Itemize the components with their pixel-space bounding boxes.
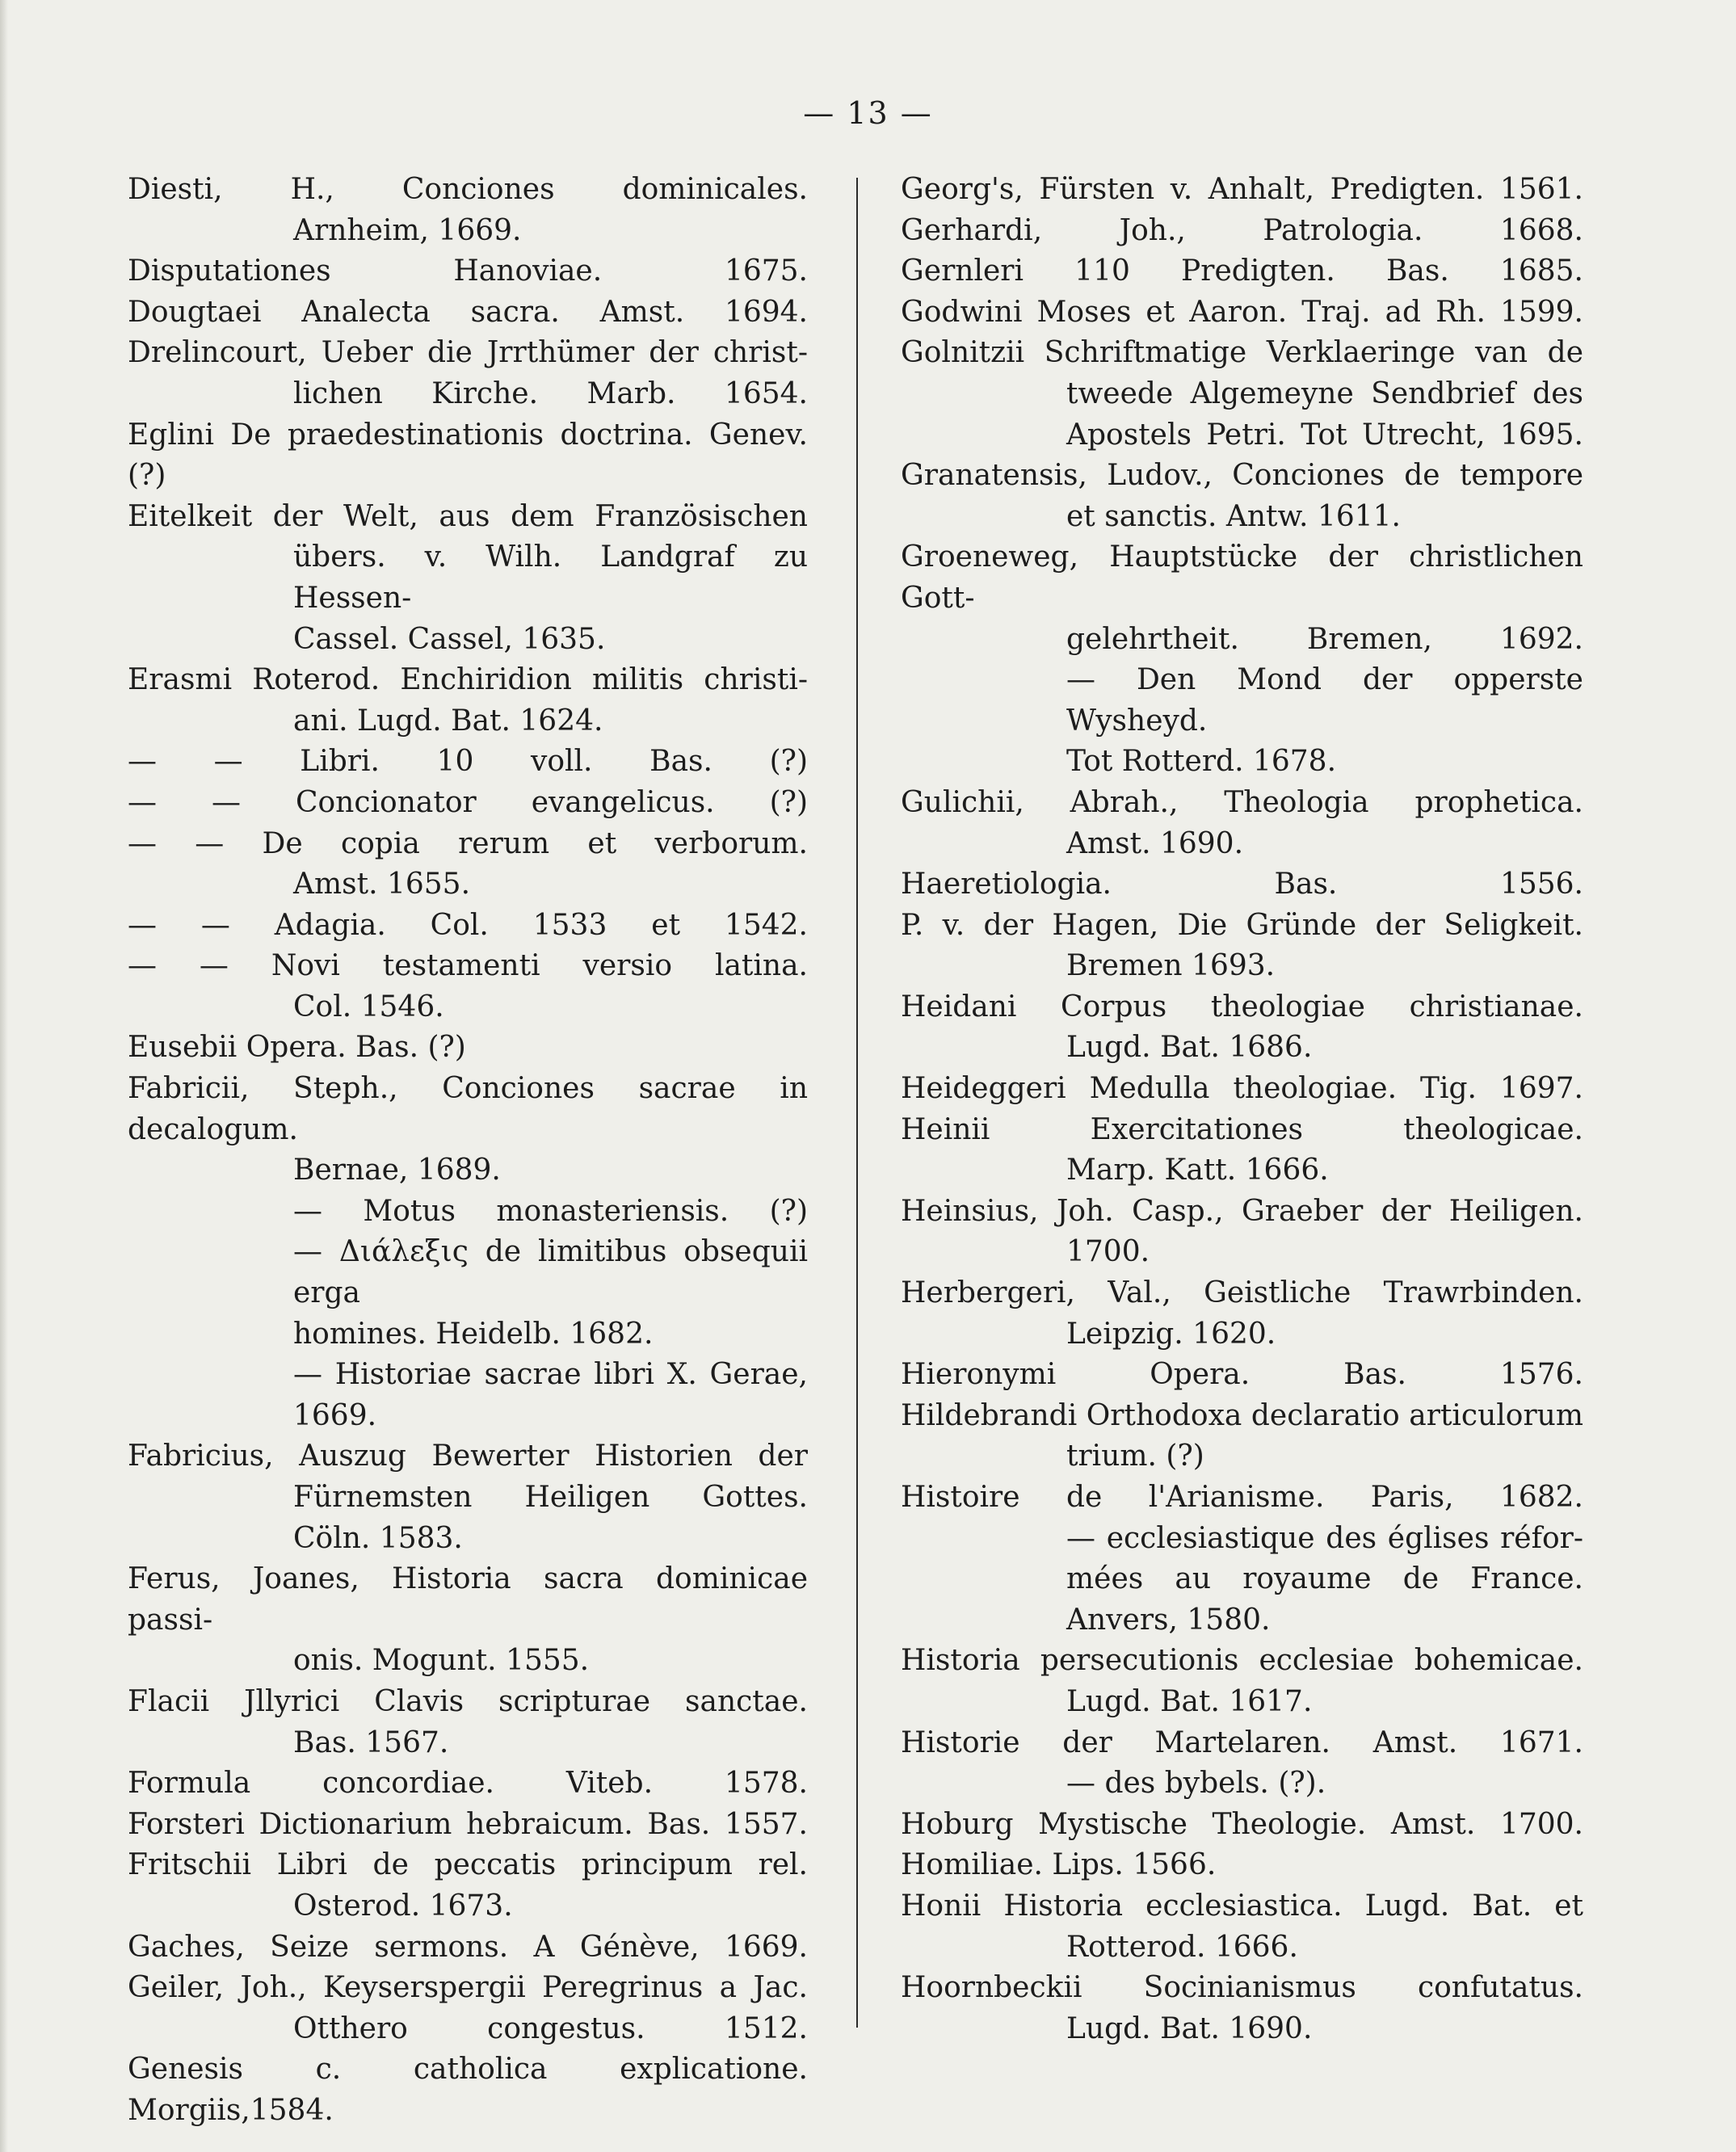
catalog-entry: Eitelkeit der Welt, aus dem Französischen [128, 499, 808, 533]
entry-continuation: Anvers, 1580. [1066, 1603, 1271, 1637]
catalog-entry: Hildebrandi Orthodoxa declaratio articulorum [901, 1398, 1583, 1432]
entry-continuation: et sanctis. Antw. 1611. [1066, 499, 1401, 533]
catalog-entry: Gerhardi, Joh., Patrologia. 1668. [901, 213, 1583, 247]
entry-continuation: ani. Lugd. Bat. 1624. [293, 704, 603, 738]
catalog-entry: — Den Mond der opperste Wysheyd. [1066, 663, 1583, 738]
entry-continuation: Cassel. Cassel, 1635. [293, 622, 606, 656]
entry-continuation: gelehrtheit. Bremen, 1692. [1066, 622, 1583, 656]
catalog-entry: — — Concionator evangelicus. (?) [128, 785, 808, 819]
entry-continuation: Rotterod. 1666. [1066, 1930, 1298, 1964]
entry-continuation: Bernae, 1689. [293, 1154, 501, 1187]
entry-continuation: Osterod. 1673. [293, 1889, 513, 1923]
catalog-entry: Disputationes Hanoviae. 1675. [128, 254, 808, 288]
catalog-entry: Georg's, Fürsten v. Anhalt, Predigten. 1561. [901, 173, 1583, 206]
catalog-entry: Godwini Moses et Aaron. Traj. ad Rh. 1599. [901, 295, 1583, 329]
catalog-entry: Gulichii, Abrah., Theologia prophetica. [901, 785, 1583, 819]
catalog-entry: P. v. der Hagen, Die Gründe der Seligkeit. [901, 908, 1583, 942]
catalog-entry: Honii Historia ecclesiastica. Lugd. Bat. et [901, 1889, 1583, 1923]
catalog-entry: Heinii Exercitationes theologicae. [901, 1112, 1583, 1146]
catalog-entry: Erasmi Roterod. Enchiridion militis christi- [128, 663, 808, 697]
page-number: — 13 — [803, 95, 933, 131]
entry-continuation: Fürnemsten Heiligen Gottes. [293, 1481, 808, 1514]
catalog-entry: — Διάλεξις de limitibus obsequii erga [293, 1235, 808, 1310]
catalog-entry: — ecclesiastique des églises réfor- [1066, 1521, 1583, 1555]
catalog-entry: — — Novi testamenti versio latina. [128, 949, 808, 983]
catalog-entry: Ferus, Joanes, Historia sacra dominicae passi- [128, 1562, 808, 1637]
page-edge-shadow [0, 0, 8, 2152]
column-divider [856, 178, 858, 2028]
catalog-entry: Genesis c. catholica explicatione. Morgiis,1584. [128, 2053, 808, 2127]
catalog-entry: Eusebii Opera. Bas. (?) [128, 1031, 466, 1065]
catalog-entry: Histoire de l'Arianisme. Paris, 1682. [901, 1481, 1583, 1514]
catalog-entry: Forsteri Dictionarium hebraicum. Bas. 1557. [128, 1807, 808, 1841]
catalog-entry: Gernleri 110 Predigten. Bas. 1685. [901, 254, 1583, 288]
catalog-entry: Fritschii Libri de peccatis principum rel. [128, 1848, 808, 1882]
entry-continuation: Arnheim, 1669. [293, 213, 522, 247]
catalog-entry: Eglini De praedestinationis doctrina. Genev. (?) [128, 418, 808, 493]
entry-continuation: trium. (?) [1066, 1440, 1204, 1473]
catalog-entry: Golnitzii Schriftmatige Verklaeringe van de [901, 336, 1583, 370]
catalog-entry: Fabricius, Auszug Bewerter Historien der [128, 1440, 808, 1473]
entry-continuation: Col. 1546. [293, 990, 444, 1023]
catalog-entry: — — De copia rerum et verborum. [128, 826, 808, 860]
catalog-entry: Herbergeri, Val., Geistliche Trawrbinden. [901, 1276, 1583, 1310]
entry-continuation: Lugd. Bat. 1690. [1066, 2011, 1313, 2045]
catalog-entry: Historie der Martelaren. Amst. 1671. [901, 1725, 1583, 1759]
catalog-entry: Fabricii, Steph., Conciones sacrae in decalogum. [128, 1072, 808, 1146]
catalog-entry: — — Adagia. Col. 1533 et 1542. [128, 908, 808, 942]
entry-continuation: Apostels Petri. Tot Utrecht, 1695. [1066, 418, 1583, 452]
entry-continuation: 1700. [1066, 1235, 1150, 1269]
catalog-entry: Heidani Corpus theologiae christianae. [901, 990, 1583, 1023]
entry-continuation: Cöln. 1583. [293, 1521, 463, 1555]
entry-continuation: tweede Algemeyne Sendbrief des [1066, 376, 1583, 410]
catalog-entry: Groeneweg, Hauptstücke der christlichen Gott- [901, 540, 1583, 615]
entry-continuation: Marp. Katt. 1666. [1066, 1154, 1329, 1187]
catalog-entry: Homiliae. Lips. 1566. [901, 1848, 1217, 1882]
catalog-entry: Hoburg Mystische Theologie. Amst. 1700. [901, 1807, 1583, 1841]
catalog-entry: Heideggeri Medulla theologiae. Tig. 1697. [901, 1072, 1583, 1106]
entry-continuation: lichen Kirche. Marb. 1654. [293, 376, 808, 410]
catalog-entry: — Motus monasteriensis. (?) [293, 1194, 808, 1228]
right-column [901, 170, 1583, 2049]
catalog-entry: Gaches, Seize sermons. A Génève, 1669. [128, 1930, 808, 1964]
catalog-entry: Flacii Jllyrici Clavis scripturae sanctae. [128, 1684, 808, 1718]
catalog-entry: Geiler, Joh., Keyserspergii Peregrinus a Jac. [128, 1971, 808, 2005]
entry-continuation: Bas. 1567. [293, 1725, 449, 1759]
catalog-entry: Diesti, H., Conciones dominicales. [128, 173, 808, 206]
entry-continuation: Otthero congestus. 1512. [293, 2011, 808, 2045]
catalog-entry: Historia persecutionis ecclesiae bohemicae. [901, 1644, 1583, 1678]
catalog-entry: Heinsius, Joh. Casp., Graeber der Heiligen. [901, 1194, 1583, 1228]
entry-continuation: Bremen 1693. [1066, 949, 1276, 983]
entry-continuation: homines. Heidelb. 1682. [293, 1317, 654, 1351]
entry-continuation: Lugd. Bat. 1617. [1066, 1684, 1313, 1718]
catalog-entry: Hieronymi Opera. Bas. 1576. [901, 1358, 1583, 1392]
catalog-entry: — Historiae sacrae libri X. Gerae, 1669. [293, 1358, 808, 1432]
left-column [128, 170, 808, 2132]
catalog-entry: Dougtaei Analecta sacra. Amst. 1694. [128, 295, 808, 329]
catalog-entry: Granatensis, Ludov., Conciones de tempore [901, 459, 1583, 493]
entry-continuation: mées au royaume de France. [1066, 1562, 1583, 1596]
entry-continuation: Amst. 1690. [1066, 826, 1244, 860]
catalog-entry: Haeretiologia. Bas. 1556. [901, 868, 1583, 902]
catalog-entry: — des bybels. (?). [1066, 1767, 1326, 1801]
entry-continuation: übers. v. Wilh. Landgraf zu Hessen- [293, 540, 808, 615]
entry-continuation: Amst. 1655. [293, 868, 471, 902]
catalog-entry: — — Libri. 10 voll. Bas. (?) [128, 745, 808, 779]
entry-continuation: Lugd. Bat. 1686. [1066, 1031, 1313, 1065]
entry-continuation: onis. Mogunt. 1555. [293, 1644, 590, 1678]
entry-continuation: Tot Rotterd. 1678. [1066, 745, 1337, 779]
catalog-entry: Formula concordiae. Viteb. 1578. [128, 1767, 808, 1801]
catalog-entry: Drelincourt, Ueber die Jrrthümer der christ- [128, 336, 808, 370]
catalog-entry: Hoornbeckii Socinianismus confutatus. [901, 1971, 1583, 2005]
entry-continuation: Leipzig. 1620. [1066, 1317, 1276, 1351]
